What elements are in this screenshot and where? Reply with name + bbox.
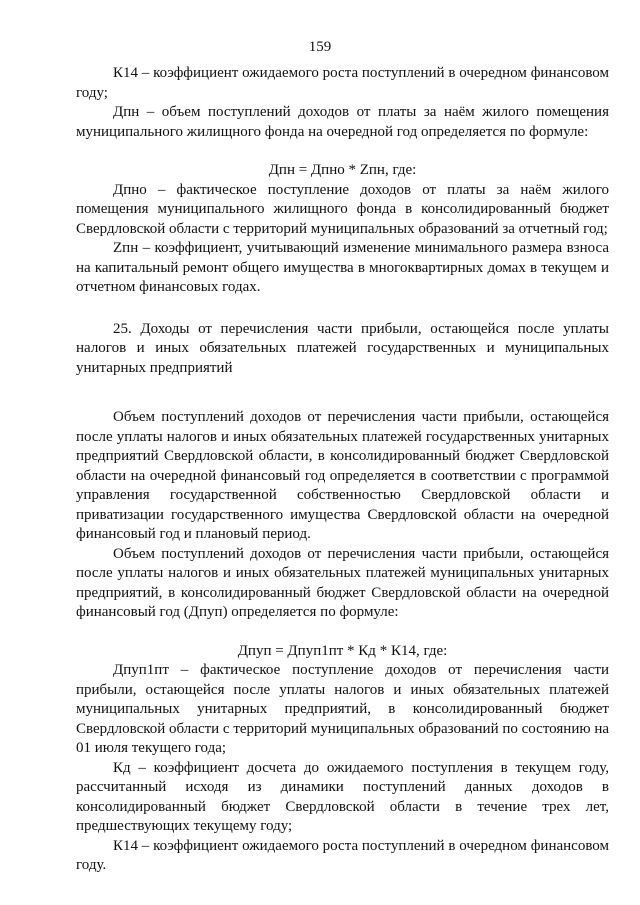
document-body xyxy=(76,64,609,876)
paragraph-state-enterprises: Объем поступлений доходов от перечисления части прибыли, остающейся после уплаты налогов и иных обязательных платежей государственных унитарных предприятий Свердловской области, в консолидированный бюджет Свердловской области на очередной финансовый год определяется в соответствии с программой управления государственной собственностью Свердловской области и приватизации государственного имущества Свердловской области на очередной финансовый год и плановый период. xyxy=(76,409,609,542)
paragraph-kd-definition: Кд – коэффициент досчета до ожидаемого поступления в текущем году, рассчитанный исходя из динамики поступлений данных доходов в консолидированный бюджет Свердловской области в течение трех лет, предшествующих текущему году; xyxy=(76,759,609,834)
formula-dpn: Дпн = Дпно * Zпн, где: xyxy=(268,162,417,178)
section-heading-25: 25. Доходы от перечисления части прибыли, остающейся после уплаты налогов и иных обязательных платежей государственных и муниципальных унитарных предприятий xyxy=(76,320,609,376)
paragraph-dpup1pt-definition: Дпуп1пт – фактическое поступление доходов от перечисления части прибыли, остающейся после уплаты налогов и иных обязательных платежей муниципальных унитарных предприятий, в консолидированный бюджет Свердловской области с территорий муниципальных образований по состоянию на 01 июля текущего года; xyxy=(76,662,609,756)
paragraph-k14-definition-end: К14 – коэффициент ожидаемого роста поступлений в очередном финансовом году. xyxy=(76,837,609,873)
paragraph-zpn-definition: Zпн – коэффициент, учитывающий изменение минимального размера взноса на капитальный ремонт общего имущества в многоквартирных домах в текущем и отчетном финансовых годах. xyxy=(76,240,609,295)
formula-dpup: Дпуп = Дпуп1пт * Кд * К14, где: xyxy=(237,642,448,659)
paragraph-dpn-intro: Дпн – объем поступлений доходов от платы за наём жилого помещения муниципального жилищного фонда на очередной год определяется по формуле: xyxy=(76,104,609,140)
paragraph-k14-definition: К14 – коэффициент ожидаемого роста поступлений в очередном финансовом году; xyxy=(76,65,609,101)
paragraph-dpno-definition: Дпно – фактическое поступление доходов от платы за наём жилого помещения муниципального жилищного фонда в консолидированный бюджет Свердловской области с территорий муниципальных образований за отчетный год; xyxy=(76,181,609,237)
page-number: 159 xyxy=(308,39,332,55)
paragraph-dpup-intro: Объем поступлений доходов от перечисления части прибыли, остающейся после уплаты налогов и иных обязательных платежей муниципальных унитарных предприятий, в консолидированный бюджет Свердловской области на очередной финансовый год (Дпуп) определяется по формуле: xyxy=(76,545,609,620)
